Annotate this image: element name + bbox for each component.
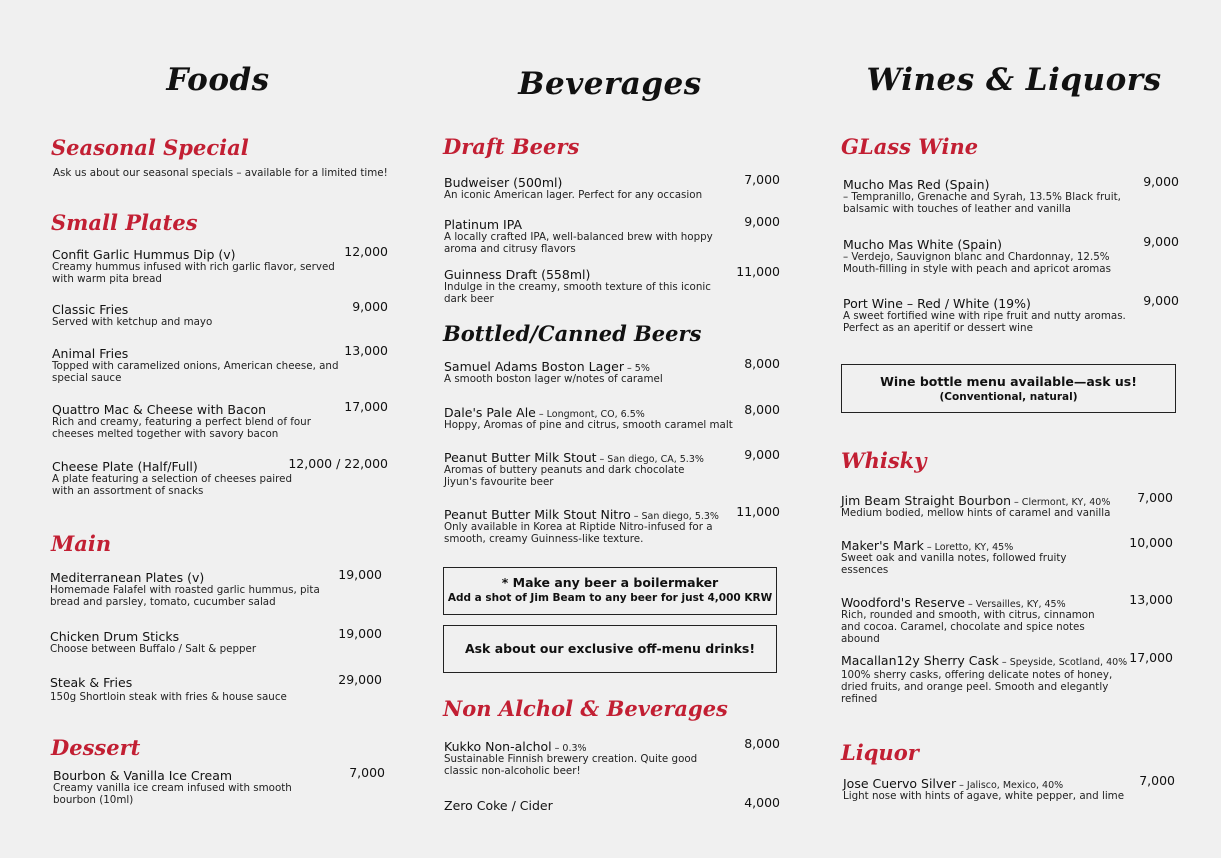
menu-item	[52, 456, 388, 497]
menu-item	[444, 447, 780, 488]
item-description: – Verdejo, Sauvignon blanc and Chardonnay, 12.5% Mouth-filling in style with peach and apricot aromas	[843, 251, 1111, 275]
item-detail: – Longmont, CO, 6.5%	[535, 409, 645, 420]
item-name: Mediterranean Plates (v)	[50, 570, 205, 585]
menu-item	[841, 650, 1177, 705]
off-menu-box	[443, 625, 777, 673]
item-description: Rich and creamy, featuring a perfect blend of four cheeses melted together with savory bacon	[52, 416, 311, 440]
item-price: 8,000	[744, 402, 780, 417]
item-description: Sustainable Finnish brewery creation. Quite good classic non-alcoholic beer!	[444, 753, 698, 777]
item-description: A plate featuring a selection of cheeses paired with an assortment of snacks	[52, 473, 293, 497]
item-price: 9,000	[1143, 234, 1179, 249]
main-title: Main	[51, 531, 112, 556]
item-name: Macallan12y Sherry Cask	[841, 653, 999, 668]
item-name: Port Wine – Red / White (19%)	[843, 296, 1031, 311]
item-description: Creamy hummus infused with rich garlic flavor, served with warm pita bread	[52, 261, 335, 285]
item-detail: – San diego, 5.3%	[630, 511, 719, 522]
wines-title: Wines & Liquors	[866, 62, 1162, 98]
item-price: 4,000	[744, 795, 780, 810]
item-description: An iconic American lager. Perfect for any occasion	[444, 189, 703, 201]
item-detail: – 0.3%	[551, 743, 587, 754]
menu-item	[444, 504, 780, 545]
item-name: Jim Beam Straight Bourbon	[841, 493, 1012, 508]
dessert-title: Dessert	[51, 735, 141, 760]
item-price: 19,000	[338, 567, 382, 582]
menu-item	[53, 765, 389, 806]
menu-item	[444, 356, 780, 385]
item-price: 7,000	[349, 765, 385, 780]
item-price: 19,000	[338, 626, 382, 641]
item-description: A smooth boston lager w/notes of caramel	[444, 373, 663, 385]
item-description: 100% sherry casks, offering delicate notes of honey, dried fruits, and orange peel. Smooth and elegantly refined	[841, 669, 1113, 705]
menu-item	[52, 343, 388, 384]
item-name: Confit Garlic Hummus Dip (v)	[52, 247, 236, 262]
seasonal-special-note: Ask us about our seasonal specials – available for a limited time!	[53, 167, 388, 179]
item-name: Platinum IPA	[444, 217, 523, 232]
item-price: 8,000	[744, 356, 780, 371]
bottled-canned-beers-title: Bottled/Canned Beers	[443, 321, 702, 346]
draft-beers-title: Draft Beers	[443, 134, 580, 159]
item-description: Aromas of buttery peanuts and dark chocolate Jiyun's favourite beer	[444, 464, 685, 488]
menu-item	[843, 773, 1179, 802]
item-price: 11,000	[736, 504, 780, 519]
item-name: Chicken Drum Sticks	[50, 629, 180, 644]
item-name: Classic Fries	[52, 302, 129, 317]
item-description: A sweet fortified wine with ripe fruit and nutty aromas. Perfect as an aperitif or dessert wine	[843, 310, 1126, 334]
menu-item	[444, 264, 780, 305]
item-name: Woodford's Reserve	[841, 595, 965, 610]
item-name: Kukko Non-alchol	[444, 739, 552, 754]
item-name: Dale's Pale Ale	[444, 405, 536, 420]
item-name: Bourbon & Vanilla Ice Cream	[53, 768, 233, 783]
item-price: 17,000	[344, 399, 388, 414]
item-name: Zero Coke / Cider	[444, 798, 553, 813]
item-detail: (Spain)	[953, 237, 1003, 252]
item-price: 9,000	[352, 299, 388, 314]
item-description: Indulge in the creamy, smooth texture of this iconic dark beer	[444, 281, 711, 305]
menu-item	[841, 592, 1177, 645]
menu-item	[50, 672, 386, 703]
item-name: Peanut Butter Milk Stout Nitro	[444, 507, 631, 522]
item-description: Only available in Korea at Riptide Nitro-infused for a smooth, creamy Guinness-like texture.	[444, 521, 713, 545]
item-price: 9,000	[744, 447, 780, 462]
wines-column	[838, 0, 1178, 858]
item-price: 7,000	[1139, 773, 1175, 788]
item-detail: – San diego, CA, 5.3%	[596, 454, 704, 465]
item-name: Budweiser (500ml)	[444, 175, 563, 190]
item-price: 8,000	[744, 736, 780, 751]
menu-item	[843, 293, 1179, 334]
menu-item	[52, 244, 388, 285]
boilermaker-note: Add a shot of Jim Beam to any beer for just 4,000 KRW	[447, 592, 773, 604]
item-description: Medium bodied, mellow hints of caramel and vanilla	[841, 507, 1111, 519]
item-price: 11,000	[736, 264, 780, 279]
beverages-column	[440, 0, 780, 858]
menu-item	[444, 402, 780, 431]
foods-column	[48, 0, 388, 858]
menu-item	[444, 214, 780, 255]
item-description: Topped with caramelized onions, American cheese, and special sauce	[52, 360, 339, 384]
liquor-title: Liquor	[841, 740, 919, 765]
menu-item	[444, 172, 780, 201]
item-price: 10,000	[1129, 535, 1173, 550]
item-name: Jose Cuervo Silver	[843, 776, 957, 791]
boilermaker-title: * Make any beer a boilermaker	[501, 575, 719, 590]
non-alcohol-title: Non Alchol & Beverages	[443, 696, 728, 721]
menu-item	[52, 399, 388, 440]
item-description: Light nose with hints of agave, white pepper, and lime	[843, 790, 1125, 802]
item-description: – Tempranillo, Grenache and Syrah, 13.5% Black fruit, balsamic with touches of leather and vanilla	[843, 191, 1121, 215]
item-price: 17,000	[1129, 650, 1173, 665]
item-name: Mucho Mas Red	[843, 177, 941, 192]
item-name: Peanut Butter Milk Stout	[444, 450, 597, 465]
item-name: Steak & Fries	[50, 675, 133, 690]
item-price: 12,000	[344, 244, 388, 259]
menu-item	[444, 736, 780, 777]
menu-item	[52, 299, 388, 328]
item-description: Sweet oak and vanilla notes, followed fruity essences	[841, 552, 1067, 576]
item-description: Served with ketchup and mayo	[52, 316, 213, 328]
item-description: Creamy vanilla ice cream infused with smooth bourbon (10ml)	[53, 782, 292, 806]
item-description: Hoppy, Aromas of pine and citrus, smooth caramel malt	[444, 419, 733, 431]
menu-item	[841, 535, 1177, 576]
menu-item	[841, 490, 1177, 519]
item-price: 9,000	[744, 214, 780, 229]
item-price: 12,000 / 22,000	[288, 456, 388, 471]
item-name: Maker's Mark	[841, 538, 924, 553]
glass-wine-title: GLass Wine	[841, 134, 979, 159]
item-name: Mucho Mas White	[843, 237, 954, 252]
menu-item	[444, 795, 780, 812]
wine-bottle-note: Wine bottle menu available—ask us!	[880, 374, 1137, 389]
item-price: 9,000	[1143, 293, 1179, 308]
item-name: Samuel Adams Boston Lager	[444, 359, 624, 374]
item-price: 13,000	[344, 343, 388, 358]
beverages-title: Beverages	[518, 66, 702, 102]
item-price: 7,000	[744, 172, 780, 187]
item-price: 9,000	[1143, 174, 1179, 189]
item-description: Rich, rounded and smooth, with citrus, cinnamon and cocoa. Caramel, chocolate and spice notes abound	[841, 609, 1095, 645]
item-price: 13,000	[1129, 592, 1173, 607]
item-description: Choose between Buffalo / Salt & pepper	[50, 643, 257, 655]
item-price: 29,000	[338, 672, 382, 687]
item-name: Quattro Mac & Cheese with Bacon	[52, 402, 267, 417]
item-description: A locally crafted IPA, well-balanced brew with hoppy aroma and citrusy flavors	[444, 231, 713, 255]
item-price: 7,000	[1137, 490, 1173, 505]
item-description: 150g Shortloin steak with fries & house sauce	[50, 691, 287, 703]
small-plates-title: Small Plates	[51, 210, 198, 235]
item-detail: – Speyside, Scotland, 40%	[998, 657, 1128, 668]
foods-title: Foods	[166, 62, 270, 98]
whisky-title: Whisky	[841, 448, 927, 473]
menu-item	[50, 567, 386, 608]
wine-bottle-box	[841, 364, 1176, 413]
item-name: Animal Fries	[52, 346, 129, 361]
item-detail: – Jalisco, Mexico, 40%	[956, 780, 1064, 791]
seasonal-special-title: Seasonal Special	[51, 135, 249, 160]
item-detail: – Versailles, KY, 45%	[964, 599, 1066, 610]
menu-item	[843, 174, 1179, 215]
item-detail: (Spain)	[940, 177, 990, 192]
wine-bottle-sub: (Conventional, natural)	[939, 391, 1078, 403]
off-menu-note: Ask about our exclusive off-menu drinks!	[464, 641, 756, 656]
boilermaker-box	[443, 567, 777, 615]
item-detail: – Loretto, KY, 45%	[923, 542, 1014, 553]
menu-item	[50, 626, 386, 655]
item-name: Guinness Draft (558ml)	[444, 267, 591, 282]
item-detail: – Clermont, KY, 40%	[1011, 497, 1111, 508]
menu-item	[843, 234, 1179, 275]
item-description: Homemade Falafel with roasted garlic hummus, pita bread and parsley, tomato, cucumber salad	[50, 584, 320, 608]
item-name: Cheese Plate (Half/Full)	[52, 459, 198, 474]
item-detail: – 5%	[624, 363, 650, 374]
